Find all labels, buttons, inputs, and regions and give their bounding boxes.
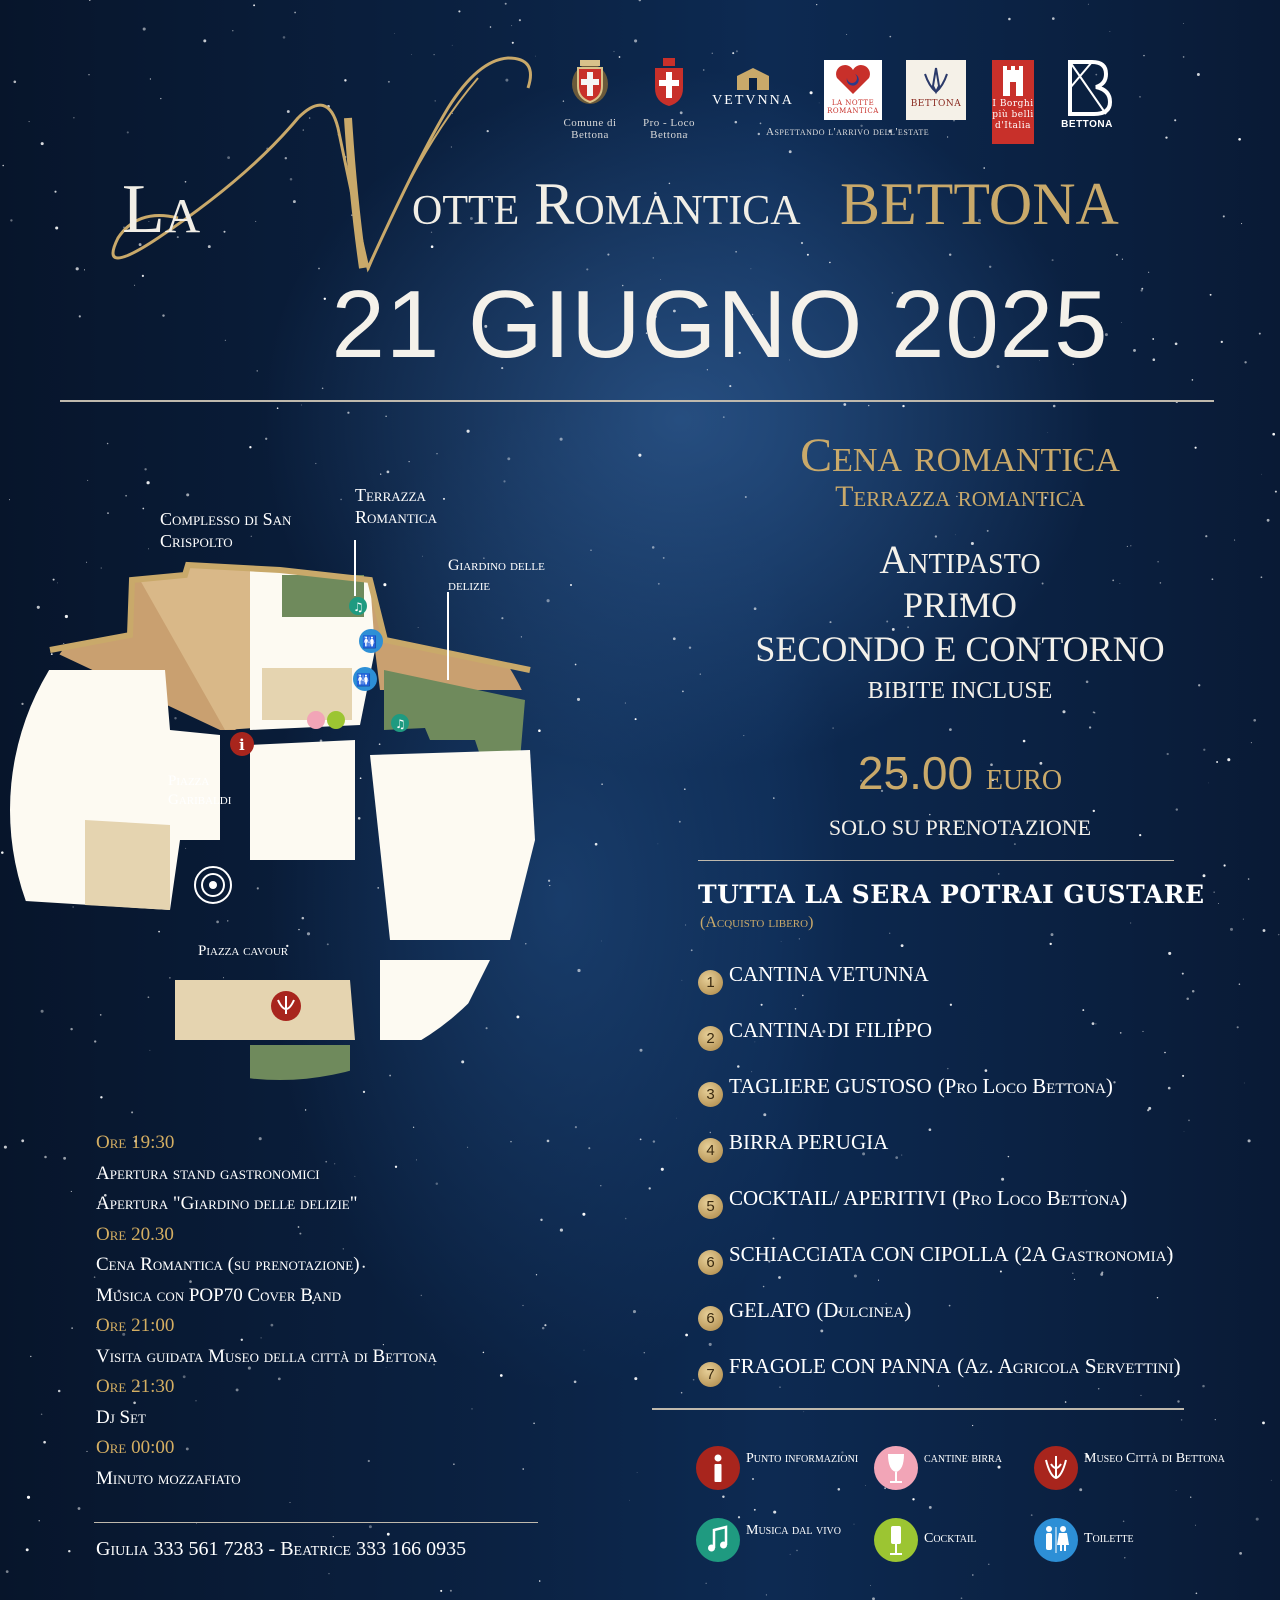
tasting-heading: TUTTA LA SERA POTRAI GUSTARE xyxy=(698,880,1205,909)
tasting-item xyxy=(698,1186,1258,1226)
bettona-b-logo: BETTONA xyxy=(1056,60,1118,131)
item-label xyxy=(729,1074,1113,1099)
title-notte-romantica: otte Romantica xyxy=(412,171,801,237)
info-icon xyxy=(696,1446,740,1490)
item-number-badge: 1 xyxy=(698,970,723,995)
program-event: Apertura "Giardino delle delizie" xyxy=(96,1193,358,1214)
comune-di-bettona-crest-logo: Comune di Bettona xyxy=(560,58,620,141)
event-date: 21 GIUGNO 2025 xyxy=(331,271,1109,378)
item-label xyxy=(729,1298,911,1323)
svg-text:🚻: 🚻 xyxy=(356,673,371,687)
tasting-item xyxy=(698,1130,1258,1170)
item-name: CANTINA DI FILIPPO xyxy=(729,1018,933,1042)
item-number-badge: 6 xyxy=(698,1306,723,1331)
map-cocktail-marker xyxy=(327,711,345,729)
cena-title: Cena romantica xyxy=(800,429,1120,482)
item-name: SCHIACCIATA CON CIPOLLA xyxy=(729,1242,1009,1266)
item-name: FRAGOLE CON PANNA xyxy=(729,1354,952,1378)
map-info-marker xyxy=(230,732,254,756)
map-music-marker xyxy=(391,714,409,732)
program-event: Visita guidata Museo della città di Bettona xyxy=(96,1345,437,1367)
tower-icon xyxy=(997,66,1029,96)
shield-icon xyxy=(653,58,685,108)
contacts: Giulia 333 561 7283 - Beatrice 333 166 0935 xyxy=(96,1538,467,1560)
item-label xyxy=(729,1018,938,1043)
drinks-included: BIBITE INCLUSE xyxy=(867,678,1053,704)
program-event: Musica con POP70 Cover Band xyxy=(96,1284,342,1306)
item-note: (2A Gastronomia) xyxy=(1014,1242,1174,1266)
course-primo: PRIMO xyxy=(902,585,1018,625)
event-title xyxy=(100,160,1220,270)
item-number-badge: 7 xyxy=(698,1362,723,1387)
item-note: (Pro Loco Bettona) xyxy=(952,1186,1128,1210)
tasting-item xyxy=(698,1298,1258,1338)
music-note-icon xyxy=(696,1518,740,1562)
item-label xyxy=(729,1130,894,1155)
title-la: La xyxy=(122,171,201,248)
wine-glass-icon xyxy=(874,1446,918,1490)
pro-loco-bettona-logo: Pro - Loco Bettona xyxy=(636,58,702,141)
item-label xyxy=(729,1186,1127,1211)
booking-note: SOLO SU PRENOTAZIONE xyxy=(828,815,1092,840)
lily-icon xyxy=(919,66,953,96)
item-note: (Az. Agricola Servettini) xyxy=(957,1354,1181,1378)
legend-label: Punto informazioni xyxy=(746,1451,859,1466)
price xyxy=(690,746,1230,800)
svg-text:♫: ♫ xyxy=(395,717,406,731)
tasting-item xyxy=(698,1018,1258,1058)
cena-subtitle: Terrazza romantica xyxy=(835,480,1085,513)
cocktail-icon xyxy=(874,1518,918,1562)
heart-icon xyxy=(833,64,873,96)
item-name: BIRRA PERUGIA xyxy=(729,1130,889,1154)
program-event: Minuto mozzafiato xyxy=(96,1467,241,1489)
program-event: Cena Romantica (su prenotazione) xyxy=(96,1254,360,1275)
item-number-badge: 6 xyxy=(698,1250,723,1275)
tasting-item xyxy=(698,962,1258,1002)
vetunna-logo: VETVNNA xyxy=(710,68,796,107)
item-number-badge: 2 xyxy=(698,1026,723,1051)
event-map xyxy=(10,540,570,1080)
crest-icon xyxy=(570,58,610,108)
item-label xyxy=(729,962,935,987)
item-number-badge: 3 xyxy=(698,1082,723,1107)
sponsor-logos xyxy=(560,58,1120,158)
course-antipasto: Antipasto xyxy=(879,537,1041,582)
legend-cocktail xyxy=(874,1518,1044,1568)
cena-divider xyxy=(698,860,1174,861)
program-time: Ore 20.30 xyxy=(96,1223,174,1245)
legend-label: cantine birra xyxy=(924,1451,1002,1466)
legend-info xyxy=(696,1446,866,1496)
contacts-divider xyxy=(94,1522,538,1523)
program-event: Apertura stand gastronomici xyxy=(96,1162,320,1184)
tasting-subheading: (Acquisto libero) xyxy=(700,914,814,931)
item-label xyxy=(729,1354,1181,1379)
program-time: Ore 21:00 xyxy=(96,1315,175,1336)
legend-music xyxy=(696,1518,866,1568)
legend-divider xyxy=(652,1408,1184,1410)
legend-museum xyxy=(1034,1446,1234,1496)
legend-toilet xyxy=(1034,1518,1204,1568)
borghi-piu-belli-logo: I Borghi più belli d'Italia xyxy=(992,60,1034,144)
legend-label: Cocktail xyxy=(924,1531,977,1546)
program-event: Dj Set xyxy=(96,1406,146,1428)
item-number-badge: 4 xyxy=(698,1138,723,1163)
tasting-item xyxy=(698,1354,1258,1394)
legend-label: Museo Città di Bettona xyxy=(1084,1451,1225,1466)
svg-text:🚻: 🚻 xyxy=(362,635,377,649)
map-label-terrazza: Terrazza Romantica xyxy=(355,485,438,527)
legend-label: Musica dal vivo xyxy=(746,1523,841,1538)
course-secondo: SECONDO E CONTORNO xyxy=(755,629,1165,669)
svg-text:♫: ♫ xyxy=(353,600,364,614)
price-currency: euro xyxy=(985,753,1063,798)
la-notte-romantica-logo: LA NOTTE ROMANTICA xyxy=(824,60,882,120)
map-music-marker xyxy=(349,597,367,615)
toilet-icon xyxy=(1034,1518,1078,1562)
winery-building-icon xyxy=(733,68,773,90)
program-time: Ore 00:00 xyxy=(96,1437,175,1458)
header-divider xyxy=(60,400,1214,402)
item-name: COCKTAIL/ APERITIVI xyxy=(729,1186,947,1210)
map-toilet-marker xyxy=(353,667,377,691)
map-toilet-marker xyxy=(359,629,383,653)
legend-label: Toilette xyxy=(1084,1531,1134,1546)
bettona-museo-logo: BETTONA xyxy=(906,60,966,120)
letter-b-icon xyxy=(1062,60,1112,116)
price-amount: 25.00 xyxy=(857,747,974,799)
map-label-cavour: Piazza cavour xyxy=(198,943,289,959)
tasting-item xyxy=(698,1074,1258,1114)
map-label-complesso: Complesso di San Crispolto xyxy=(160,509,292,551)
map-label-garibaldi: Piazza Garibaldi xyxy=(168,773,232,808)
tasting-item xyxy=(698,1242,1258,1282)
program-time: Ore 19:30 xyxy=(96,1132,175,1153)
map-museum-marker xyxy=(271,991,301,1021)
map-label-giardino: Giardino delle delizie xyxy=(448,557,545,594)
museum-icon xyxy=(1034,1446,1078,1490)
item-name: TAGLIERE GUSTOSO xyxy=(729,1074,932,1098)
item-number-badge: 5 xyxy=(698,1194,723,1219)
map-target-symbol xyxy=(195,867,231,903)
item-name: CANTINA VETUNNA xyxy=(729,962,929,986)
map-wine-marker xyxy=(307,711,325,729)
legend-cantine xyxy=(874,1446,1044,1496)
item-note: (Pro Loco Bettona) xyxy=(937,1074,1113,1098)
program-time: Ore 21:30 xyxy=(96,1376,175,1397)
title-bettona: BETTONA xyxy=(840,171,1119,237)
item-name: GELATO xyxy=(729,1298,811,1322)
item-label xyxy=(729,1242,1173,1267)
svg-text:i: i xyxy=(239,736,245,754)
logo-tagline: Aspettando l'arrivo dell'estate xyxy=(766,126,930,138)
item-note: (Dulcinea) xyxy=(816,1298,912,1322)
